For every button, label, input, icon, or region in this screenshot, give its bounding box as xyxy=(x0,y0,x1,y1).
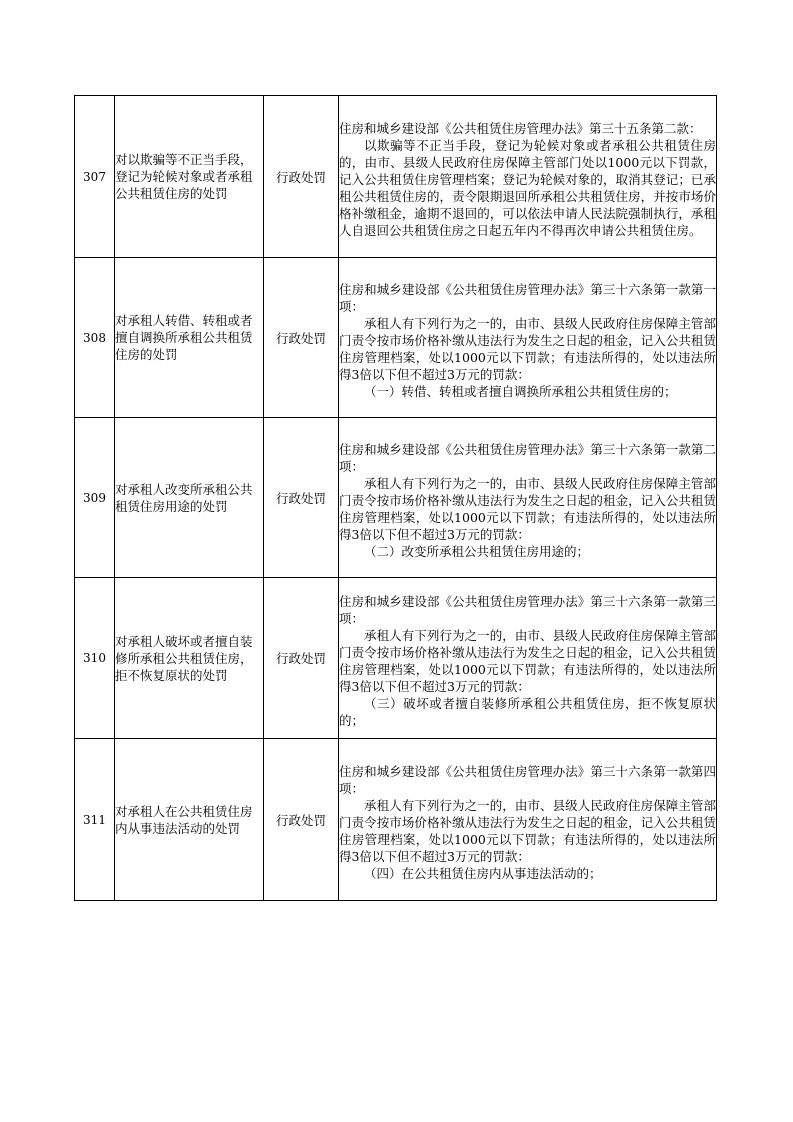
table-row xyxy=(75,96,717,258)
basis-paragraph: 承租人有下列行为之一的，由市、县级人民政府住房保障主管部门责令按市场价格补缴从违法行为发生之日起的租金，记入公共租赁住房管理档案，处以1000元以下罚款；有违法所得的，处以违法所得3倍以下但不超过3万元的罚款： xyxy=(339,798,716,864)
basis-heading: 住房和城乡建设部《公共租赁住房管理办法》第三十六条第一款第二项： xyxy=(339,442,716,474)
row-number: 308 xyxy=(75,258,115,418)
row-number: 309 xyxy=(75,418,115,578)
item-name: 对以欺骗等不正当手段，登记为轮候对象或者承租公共租赁住房的处罚 xyxy=(115,96,264,258)
item-type: 行政处罚 xyxy=(264,96,339,258)
legal-basis xyxy=(339,578,717,739)
legal-basis xyxy=(339,258,717,418)
legal-basis xyxy=(339,418,717,578)
item-type: 行政处罚 xyxy=(264,418,339,578)
basis-paragraph: 以欺骗等不正当手段，登记为轮候对象或者承租公共租赁住房的，由市、县级人民政府住房保障主管部门处以1000元以下罚款，记入公共租赁住房管理档案；登记为轮候对象的，取消其登记；已承租公共租赁住房的，责令限期退回所承租公共租赁住房，并按市场价格补缴租金，逾期不退回的，可以依法申请人民法院强制执行，承租人自退回公共租赁住房之日起五年内不得再次申请公共租赁住房。 xyxy=(339,138,716,238)
legal-basis xyxy=(339,739,717,901)
table-row xyxy=(75,418,717,578)
item-name: 对承租人改变所承租公共租赁住房用途的处罚 xyxy=(115,418,264,578)
table-row xyxy=(75,578,717,739)
legal-basis xyxy=(339,96,717,258)
basis-clause: （二）改变所承租公共租赁住房用途的； xyxy=(364,544,590,559)
table-row xyxy=(75,258,717,418)
item-type: 行政处罚 xyxy=(264,739,339,901)
item-type: 行政处罚 xyxy=(264,578,339,739)
basis-clause: （四）在公共租赁住房内从事违法活动的； xyxy=(364,866,602,881)
basis-paragraph: 承租人有下列行为之一的，由市、县级人民政府住房保障主管部门责令按市场价格补缴从违法行为发生之日起的租金，记入公共租赁住房管理档案，处以1000元以下罚款；有违法所得的，处以违法所得3倍以下但不超过3万元的罚款： xyxy=(339,316,716,382)
table-row xyxy=(75,739,717,901)
row-number: 310 xyxy=(75,578,115,739)
basis-paragraph: 承租人有下列行为之一的，由市、县级人民政府住房保障主管部门责令按市场价格补缴从违法行为发生之日起的租金，记入公共租赁住房管理档案，处以1000元以下罚款；有违法所得的，处以违法所得3倍以下但不超过3万元的罚款： xyxy=(339,628,716,694)
basis-heading: 住房和城乡建设部《公共租赁住房管理办法》第三十五条第二款： xyxy=(339,121,702,136)
item-name: 对承租人破坏或者擅自装修所承租公共租赁住房，拒不恢复原状的处罚 xyxy=(115,578,264,739)
basis-paragraph: 承租人有下列行为之一的，由市、县级人民政府住房保障主管部门责令按市场价格补缴从违法行为发生之日起的租金，记入公共租赁住房管理档案，处以1000元以下罚款；有违法所得的，处以违法所得3倍以下但不超过3万元的罚款： xyxy=(339,476,716,542)
item-type: 行政处罚 xyxy=(264,258,339,418)
row-number: 307 xyxy=(75,96,115,258)
penalty-table xyxy=(74,95,717,901)
basis-heading: 住房和城乡建设部《公共租赁住房管理办法》第三十六条第一款第四项： xyxy=(339,764,716,796)
basis-clause: （一）转借、转租或者擅自调换所承租公共租赁住房的； xyxy=(364,384,677,399)
row-number: 311 xyxy=(75,739,115,901)
item-name: 对承租人在公共租赁住房内从事违法活动的处罚 xyxy=(115,739,264,901)
basis-heading: 住房和城乡建设部《公共租赁住房管理办法》第三十六条第一款第一项： xyxy=(339,282,716,314)
basis-clause: （三）破坏或者擅自装修所承租公共租赁住房，拒不恢复原状的； xyxy=(339,696,716,728)
basis-heading: 住房和城乡建设部《公共租赁住房管理办法》第三十六条第一款第三项： xyxy=(339,594,716,626)
item-name: 对承租人转借、转租或者擅自调换所承租公共租赁住房的处罚 xyxy=(115,258,264,418)
